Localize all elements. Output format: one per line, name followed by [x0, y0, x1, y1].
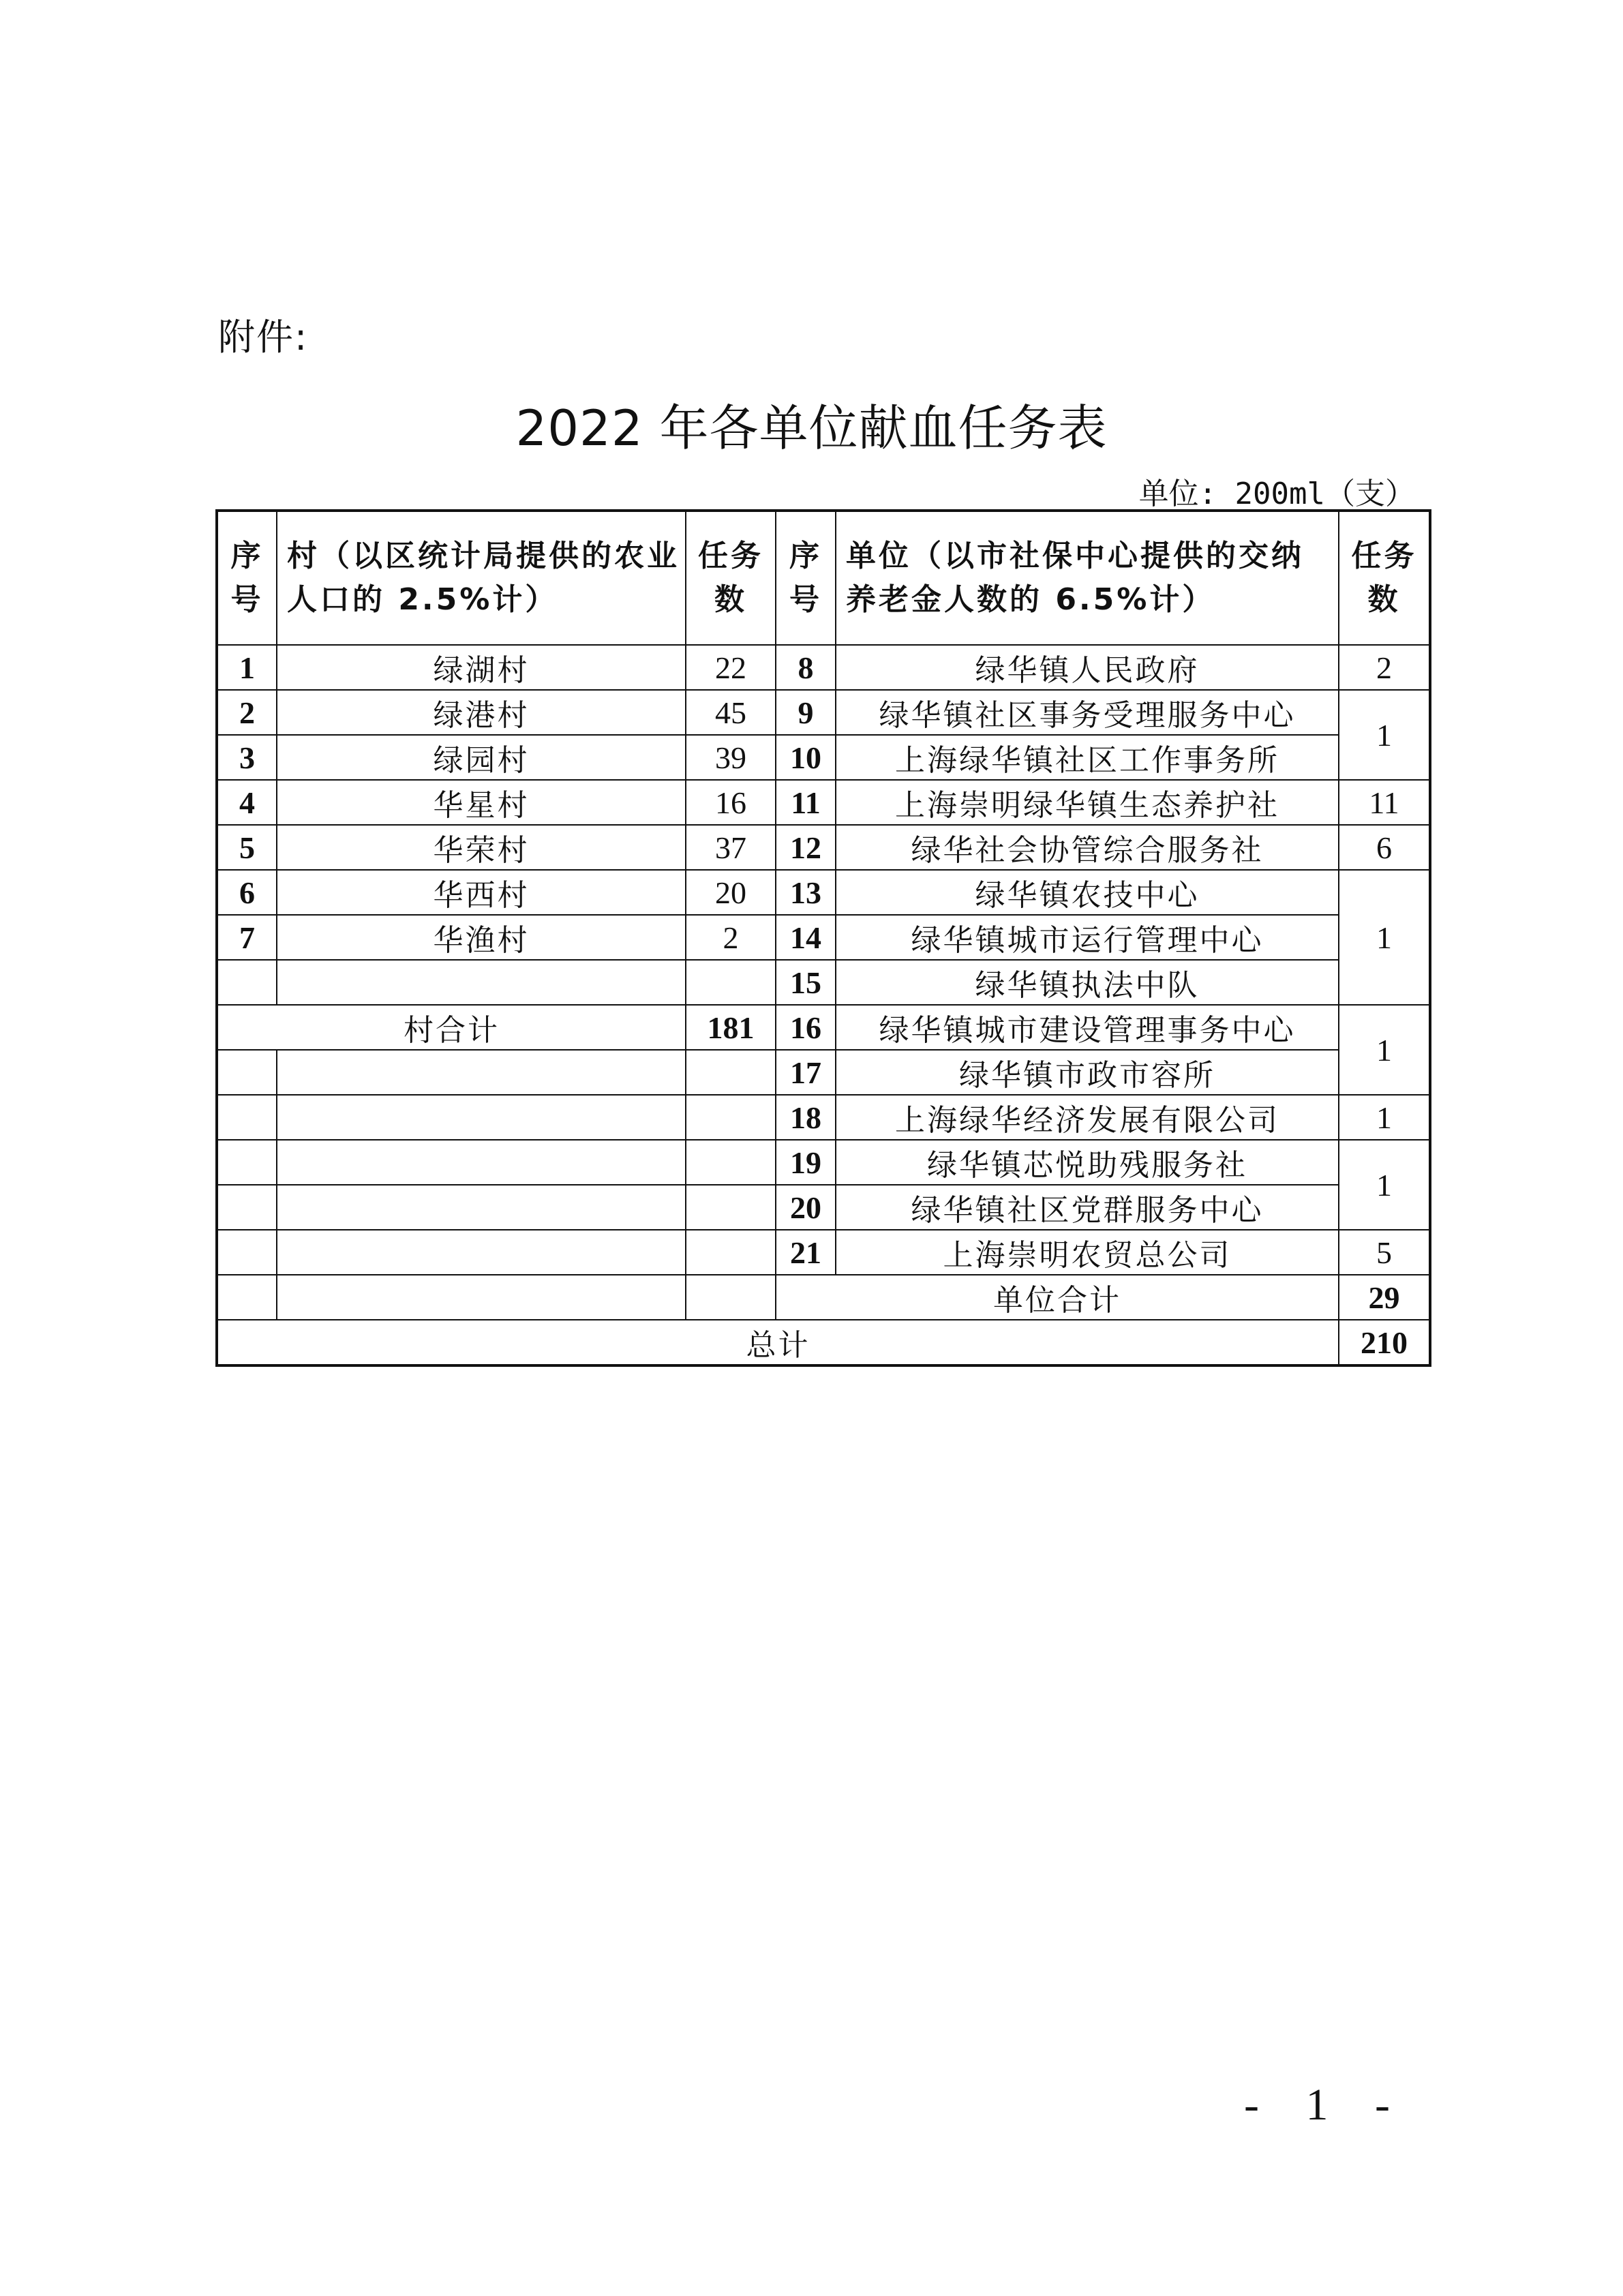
village-total-label: 村合计	[217, 1005, 686, 1050]
village-name: 绿湖村	[277, 645, 686, 690]
empty-cell	[686, 1095, 776, 1140]
village-name: 绿园村	[277, 735, 686, 780]
table-row	[217, 645, 1430, 690]
village-name: 华星村	[277, 780, 686, 825]
village-task: 2	[686, 915, 776, 960]
empty-cell	[686, 1275, 776, 1320]
empty-cell	[217, 1185, 277, 1230]
table-row	[217, 1185, 1430, 1230]
unit-task: 11	[1339, 780, 1430, 825]
unit-seq: 18	[776, 1095, 836, 1140]
village-seq: 1	[217, 645, 277, 690]
unit-name: 上海崇明农贸总公司	[836, 1230, 1339, 1275]
unit-total-label: 单位合计	[776, 1275, 1339, 1320]
unit-seq: 17	[776, 1050, 836, 1095]
unit-name: 绿华社会协管综合服务社	[836, 825, 1339, 870]
empty-cell	[686, 1185, 776, 1230]
unit-name: 绿华镇执法中队	[836, 960, 1339, 1005]
village-seq: 4	[217, 780, 277, 825]
village-seq: 3	[217, 735, 277, 780]
village-seq: 2	[217, 690, 277, 735]
unit-total-value: 29	[1339, 1275, 1430, 1320]
table-row	[217, 1140, 1430, 1185]
empty-cell	[686, 1230, 776, 1275]
grand-total-label: 总计	[217, 1320, 1339, 1365]
grand-total-value: 210	[1339, 1320, 1430, 1365]
unit-seq: 16	[776, 1005, 836, 1050]
empty-cell	[217, 1050, 277, 1095]
unit-name: 上海绿华镇社区工作事务所	[836, 735, 1339, 780]
unit-name: 绿华镇芯悦助残服务社	[836, 1140, 1339, 1185]
unit-seq: 11	[776, 780, 836, 825]
empty-cell	[686, 1140, 776, 1185]
village-name: 华西村	[277, 870, 686, 915]
unit-task: 5	[1339, 1230, 1430, 1275]
village-seq: 6	[217, 870, 277, 915]
empty-cell	[277, 1185, 686, 1230]
header-seq-left: 序号	[217, 511, 277, 645]
empty-cell	[277, 1275, 686, 1320]
village-task: 22	[686, 645, 776, 690]
unit-task: 1	[1339, 1140, 1430, 1230]
unit-task: 1	[1339, 1095, 1430, 1140]
village-task: 20	[686, 870, 776, 915]
unit-seq: 12	[776, 825, 836, 870]
table-row	[217, 960, 1430, 1005]
unit-seq: 10	[776, 735, 836, 780]
empty-cell	[686, 960, 776, 1005]
empty-cell	[217, 1275, 277, 1320]
table-row	[217, 1050, 1430, 1095]
village-total-value: 181	[686, 1005, 776, 1050]
document-title: 2022 年各单位献血任务表	[515, 399, 1108, 457]
header-task-left: 任务数	[686, 511, 776, 645]
unit-seq: 8	[776, 645, 836, 690]
page-number: - 1 -	[1244, 2080, 1408, 2130]
empty-cell	[217, 960, 277, 1005]
unit-note: 单位: 200ml（支）	[1138, 477, 1415, 511]
blood-donation-task-table	[215, 509, 1431, 1367]
village-name: 华荣村	[277, 825, 686, 870]
unit-task: 1	[1339, 1005, 1430, 1095]
table-row	[217, 825, 1430, 870]
table-row	[217, 735, 1430, 780]
empty-cell	[277, 1230, 686, 1275]
header-task-right: 任务数	[1339, 511, 1430, 645]
village-seq: 7	[217, 915, 277, 960]
empty-cell	[277, 1050, 686, 1095]
unit-name: 上海绿华经济发展有限公司	[836, 1095, 1339, 1140]
unit-seq: 15	[776, 960, 836, 1005]
village-seq: 5	[217, 825, 277, 870]
unit-name: 绿华镇市政市容所	[836, 1050, 1339, 1095]
village-name: 绿港村	[277, 690, 686, 735]
table-row	[217, 1095, 1430, 1140]
header-village: 村（以区统计局提供的农业人口的 2.5%计）	[277, 511, 686, 645]
unit-seq: 14	[776, 915, 836, 960]
table-row	[217, 780, 1430, 825]
village-task: 39	[686, 735, 776, 780]
empty-cell	[277, 1095, 686, 1140]
unit-seq: 9	[776, 690, 836, 735]
unit-task: 1	[1339, 690, 1430, 780]
unit-name: 绿华镇社区事务受理服务中心	[836, 690, 1339, 735]
table-row	[217, 1320, 1430, 1365]
table-row	[217, 1275, 1430, 1320]
unit-seq: 13	[776, 870, 836, 915]
table-header-row	[217, 511, 1430, 645]
unit-name: 绿华镇社区党群服务中心	[836, 1185, 1339, 1230]
unit-seq: 19	[776, 1140, 836, 1185]
empty-cell	[217, 1140, 277, 1185]
table-row	[217, 870, 1430, 915]
empty-cell	[217, 1230, 277, 1275]
village-name: 华渔村	[277, 915, 686, 960]
table-row	[217, 1230, 1430, 1275]
unit-seq: 20	[776, 1185, 836, 1230]
table-row	[217, 690, 1430, 735]
unit-name: 绿华镇城市运行管理中心	[836, 915, 1339, 960]
unit-task: 6	[1339, 825, 1430, 870]
unit-name: 绿华镇城市建设管理事务中心	[836, 1005, 1339, 1050]
header-unit: 单位（以市社保中心提供的交纳养老金人数的 6.5%计）	[836, 511, 1339, 645]
empty-cell	[686, 1050, 776, 1095]
village-task: 37	[686, 825, 776, 870]
unit-name: 上海崇明绿华镇生态养护社	[836, 780, 1339, 825]
empty-cell	[277, 1140, 686, 1185]
unit-seq: 21	[776, 1230, 836, 1275]
unit-task: 1	[1339, 870, 1430, 1005]
attachment-label: 附件:	[218, 316, 309, 359]
header-seq-right: 序号	[776, 511, 836, 645]
unit-task: 2	[1339, 645, 1430, 690]
unit-name: 绿华镇人民政府	[836, 645, 1339, 690]
empty-cell	[217, 1095, 277, 1140]
table-row	[217, 1005, 1430, 1050]
empty-cell	[277, 960, 686, 1005]
village-task: 16	[686, 780, 776, 825]
table-row	[217, 915, 1430, 960]
unit-name: 绿华镇农技中心	[836, 870, 1339, 915]
village-task: 45	[686, 690, 776, 735]
